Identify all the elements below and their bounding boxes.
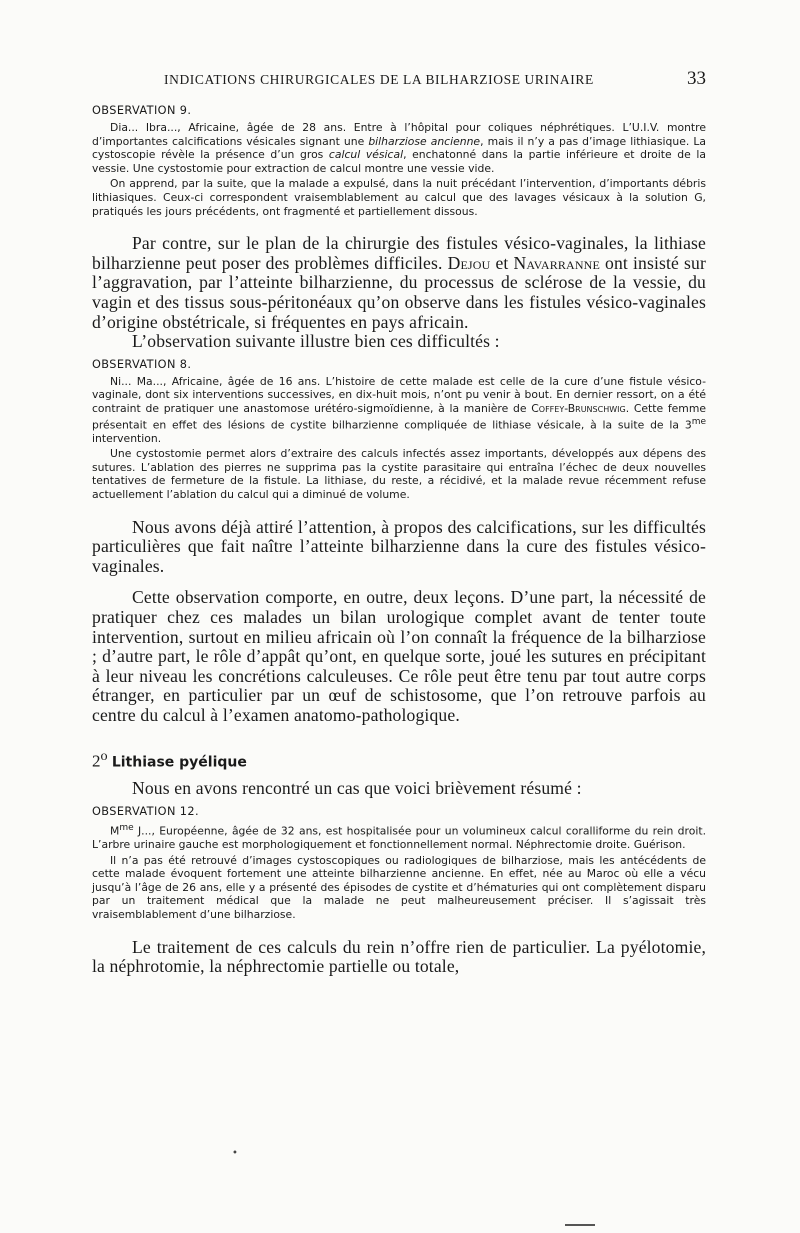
text-run: Dia... Ibra..., Africaine, âgée de 28 ans. Entre à l’hôpital pour coliques néphrétiques. L’U.I.V. montre d’importantes calcifications vésicales signant une bbox=[92, 121, 706, 148]
running-title: INDICATIONS CHIRURGICALES DE LA BILHARZIOSE URINAIRE bbox=[164, 72, 594, 87]
text-run: . Cette femme présentait en effet des lésions de cystite bilharzienne compliquée de lithiase vésicale, à la suite de la 3 bbox=[92, 401, 706, 432]
observation-9-paragraph-1 bbox=[92, 121, 706, 175]
page-number: 33 bbox=[687, 68, 706, 89]
text-run: Ni... Ma..., Africaine, âgée de 16 ans. L’histoire de cette malade est celle de la cure d’une fistule vésico-vaginale, dont six interventions successives, en dix-huit mois, n’ont pu venir à bout. En dernier ressort, on a été contraint de pratiquer une anastomose urétéro-sigmoïdienne, à la manière de bbox=[92, 374, 706, 415]
text-run: Par contre, sur le plan de la chirurgie des fistules vésico-vaginales, la lithiase bilharzienne peut poser des problèmes difficiles. bbox=[92, 233, 706, 273]
text-run: M bbox=[110, 824, 120, 838]
italic-term: bilharziose ancienne bbox=[368, 134, 481, 148]
text-run: , enchatonné dans la partie inférieure et droite de la vessie. Une cystostomie pour extraction de calcul montre une vessie vide. bbox=[92, 148, 706, 175]
observation-12-paragraph-2: Il n’a pas été retrouvé d’images cystoscopiques ou radiologiques de bilharziose, mais les antécédents de cette malade évoquent fortement une atteinte bilharzienne ancienne. En effet, née au Maroc où elle a vécu jusqu’à l’âge de 26 ans, elle y a présenté des épisodes de cystite et d’hématuries qui ont complètement disparu par un traitement médical que la malade ne peut malheureusement préciser. Il s’agissait très vraisemblablement d’une bilharziose. bbox=[92, 853, 706, 921]
running-head bbox=[164, 68, 706, 90]
observation-9-paragraph-2: On apprend, par la suite, que la malade a expulsé, dans la nuit précédant l’intervention, d’importants débris lithiasiques. Ceux-ci correspondent vraisemblablement au calcul que des lavages vésicaux à la solution G, pratiqués les jours précédents, ont fragmenté et partiellement dissous. bbox=[92, 177, 706, 218]
observation-12-title: OBSERVATION 12. bbox=[92, 804, 199, 818]
observation-8-paragraph-1 bbox=[92, 375, 706, 446]
section-heading bbox=[92, 748, 706, 772]
text-run: ont insisté sur l’aggravation, par l’atteinte bilharzienne, du processus de sclérose de la vessie, du vagin et des tissus sous-péritonéaux qu’on observe dans les fistules vésico-vaginales d’origine obstétricale, si fréquentes en pays africain. bbox=[92, 252, 706, 332]
text-run: , mais il n’y a pas d’image lithiasique. La cystoscopie révèle la présence d’un gros bbox=[92, 134, 707, 162]
section-number: 2 bbox=[92, 751, 101, 771]
observation-12-paragraph-1 bbox=[92, 822, 706, 852]
body-paragraph-treatment: Le traitement de ces calculs du rein n’offre rien de particulier. La pyélotomie, la néphrotomie, la néphrectomie partielle ou totale, bbox=[92, 936, 706, 977]
observation-9-title: OBSERVATION 9. bbox=[92, 104, 192, 117]
author-name: Dejou bbox=[447, 252, 491, 273]
superscript: me bbox=[691, 416, 706, 427]
observation-8-title: OBSERVATION 8. bbox=[92, 357, 192, 371]
body-paragraph-fistules bbox=[92, 234, 706, 332]
superscript: me bbox=[119, 822, 134, 833]
footer-mark bbox=[565, 1224, 595, 1226]
italic-term: calcul vésical bbox=[328, 148, 404, 162]
section-label: Lithiase pyélique bbox=[111, 754, 247, 771]
text-run: et bbox=[490, 252, 514, 273]
body-paragraph-calcifications: Nous avons déjà attiré l’attention, à propos des calcifications, sur les difficultés particulières que fait naître l’atteinte bilharzienne dans la cure des fistules vésico-vaginales. bbox=[92, 516, 706, 576]
ink-speck: • bbox=[232, 1148, 238, 1159]
text-run: J..., Européenne, âgée de 32 ans, est hospitalisée pour un volumineux calcul coralliforme du rein droit. L’arbre urinaire gauche est morphologiquement et fonctionnellement normal. Néphrectomie droite. Guérison. bbox=[92, 824, 706, 852]
body-paragraph-case-intro: Nous en avons rencontré un cas que voici brièvement résumé : bbox=[132, 778, 582, 799]
author-name: Navarranne bbox=[513, 252, 600, 273]
body-paragraph-lessons: Cette observation comporte, en outre, deux leçons. D’une part, la nécessité de pratiquer chez ces malades un bilan urologique complet avant de tenter toute intervention, surtout en milieu africain où l’on connaît la fréquence de la bilharziose ; d’autre part, le rôle d’appât qu’ont, en quelque sorte, joué les sutures en précipitant à leur niveau les concrétions calculeuses. Ce rôle peut être tenu par tout autre corps étranger, en particulier par un œuf de schistosome, que l’on retrouve parfois au centre du calcul à l’examen anatomo-pathologique. bbox=[92, 587, 706, 725]
page bbox=[92, 68, 706, 977]
body-paragraph-intro-observation: L’observation suivante illustre bien ces difficultés : bbox=[132, 331, 500, 352]
text-run: intervention. bbox=[92, 431, 162, 445]
observation-8-paragraph-2: Une cystostomie permet alors d’extraire des calculs infectés assez importants, développés aux dépens des sutures. L’ablation des pierres ne supprima pas la cystite parasitaire qui entraîna l’échec de deux nouvelles tentatives de fermeture de la fistule. La lithiase, du reste, a récidivé, et la malade revue récemment refuse actuellement l’ablation du calcul qui a diminué de volume. bbox=[92, 447, 706, 502]
author-name: Coffey-Brunschwig bbox=[531, 401, 626, 415]
section-degree: o bbox=[100, 747, 108, 764]
